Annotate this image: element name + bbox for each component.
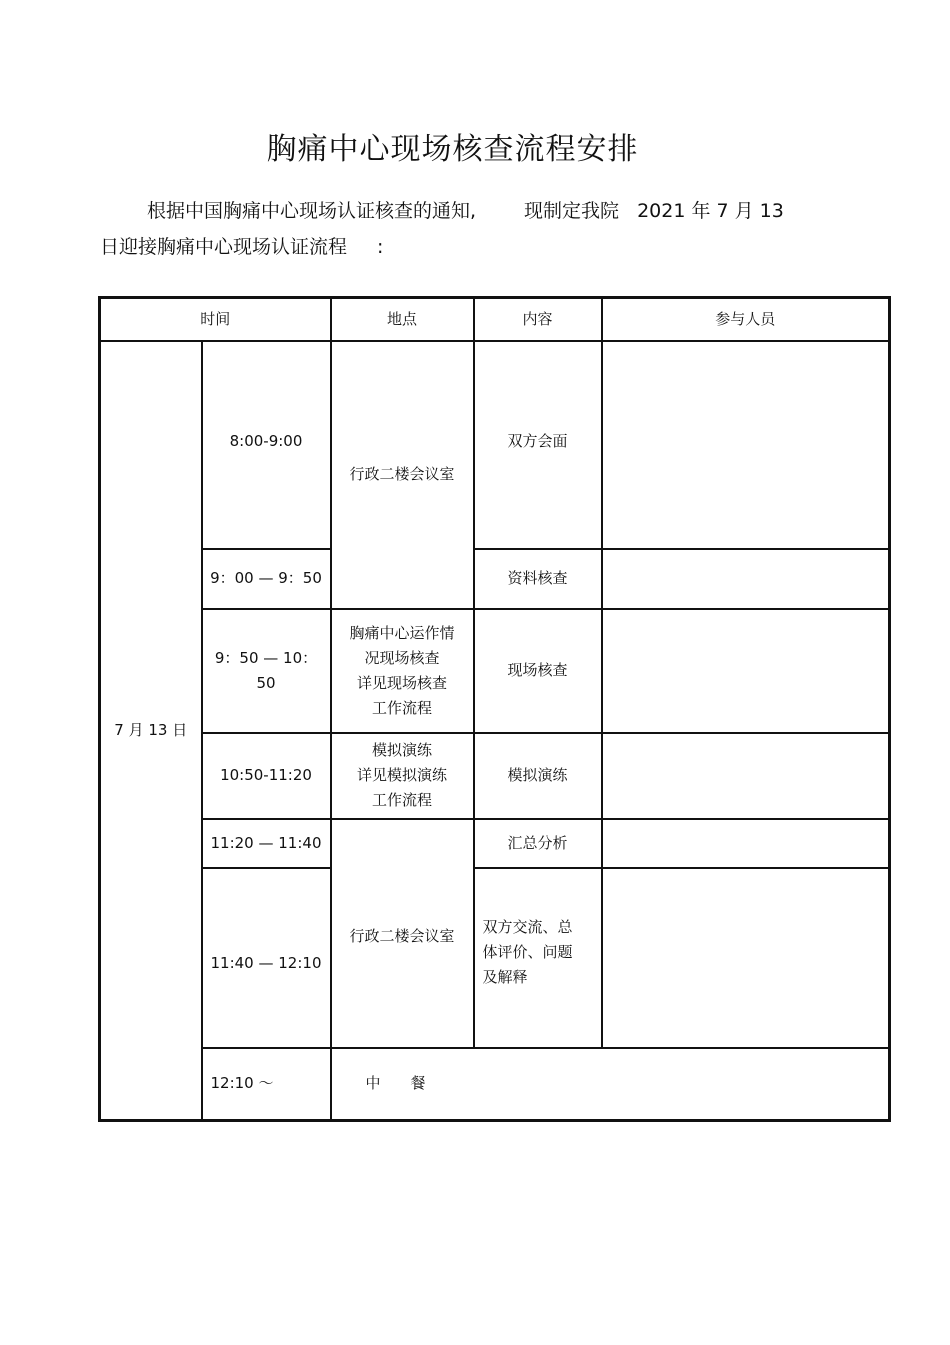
time-cell: 9：00 — 9：50 xyxy=(202,549,331,609)
location-cell: 行政二楼会议室 xyxy=(331,819,474,1048)
location-cell xyxy=(331,609,474,733)
intro-part-1: 根据中国胸痛中心现场认证核查的通知, xyxy=(147,200,477,222)
table-row xyxy=(100,819,890,868)
location-line: 详见现场核查 xyxy=(357,673,448,692)
time-cell: 12:10 ～ xyxy=(202,1048,331,1121)
lunch-label-b: 餐 xyxy=(410,1074,426,1093)
table-row xyxy=(100,868,890,1048)
location-line: 况现场核查 xyxy=(364,648,440,667)
date-cell: 7 月 13 日 xyxy=(100,341,202,1121)
location-line: 工作流程 xyxy=(372,791,433,809)
content-cell xyxy=(474,868,602,1048)
participants-cell xyxy=(602,549,890,609)
location-cell: 行政二楼会议室 xyxy=(331,341,474,609)
table-row xyxy=(100,609,890,733)
intro-line-2 xyxy=(100,232,383,259)
participants-cell xyxy=(602,868,890,1048)
lunch-cell xyxy=(331,1048,890,1121)
content-cell: 汇总分析 xyxy=(474,819,602,868)
content-cell: 双方会面 xyxy=(474,341,602,549)
time-cell xyxy=(202,609,331,733)
table-row xyxy=(100,549,890,609)
participants-cell xyxy=(602,341,890,549)
participants-cell xyxy=(602,733,890,819)
participants-cell xyxy=(602,819,890,868)
content-line: 及解释 xyxy=(482,968,528,986)
time-cell: 11:20 — 11:40 xyxy=(202,819,331,868)
header-participants: 参与人员 xyxy=(602,298,890,341)
time-line: 9：50 — 10： xyxy=(214,648,318,667)
table-row xyxy=(100,733,890,819)
intro-line-2-text: 日迎接胸痛中心现场认证流程 xyxy=(100,236,348,258)
lunch-label-a: 中 xyxy=(365,1074,381,1093)
content-line: 双方交流、总 xyxy=(482,918,573,936)
intro-part-2: 现制定我院 xyxy=(524,200,620,222)
location-line: 胸痛中心运作情 xyxy=(349,623,455,642)
content-cell: 现场核查 xyxy=(474,609,602,733)
content-cell: 资料核查 xyxy=(474,549,602,609)
content-line: 体评价、问题 xyxy=(482,943,573,961)
time-line: 50 xyxy=(256,673,276,692)
location-cell xyxy=(331,733,474,819)
table-row xyxy=(100,341,890,549)
content-cell: 模拟演练 xyxy=(474,733,602,819)
table-header-row xyxy=(100,298,890,341)
time-cell: 11:40 — 12:10 xyxy=(202,868,331,1048)
location-line: 工作流程 xyxy=(372,698,433,717)
intro-colon: : xyxy=(377,236,384,258)
intro-date: 2021 年 7 月 13 xyxy=(637,200,784,222)
header-time: 时间 xyxy=(100,298,331,341)
header-content: 内容 xyxy=(474,298,602,341)
table-row xyxy=(100,1048,890,1121)
intro-line-1 xyxy=(100,196,784,223)
location-line: 模拟演练 xyxy=(372,741,433,759)
schedule-table xyxy=(98,296,891,1122)
time-cell: 8:00-9:00 xyxy=(202,341,331,549)
time-cell: 10:50-11:20 xyxy=(202,733,331,819)
participants-cell xyxy=(602,609,890,733)
header-location: 地点 xyxy=(331,298,474,341)
location-line: 详见模拟演练 xyxy=(357,766,448,784)
document-title: 胸痛中心现场核查流程安排 xyxy=(266,132,639,167)
